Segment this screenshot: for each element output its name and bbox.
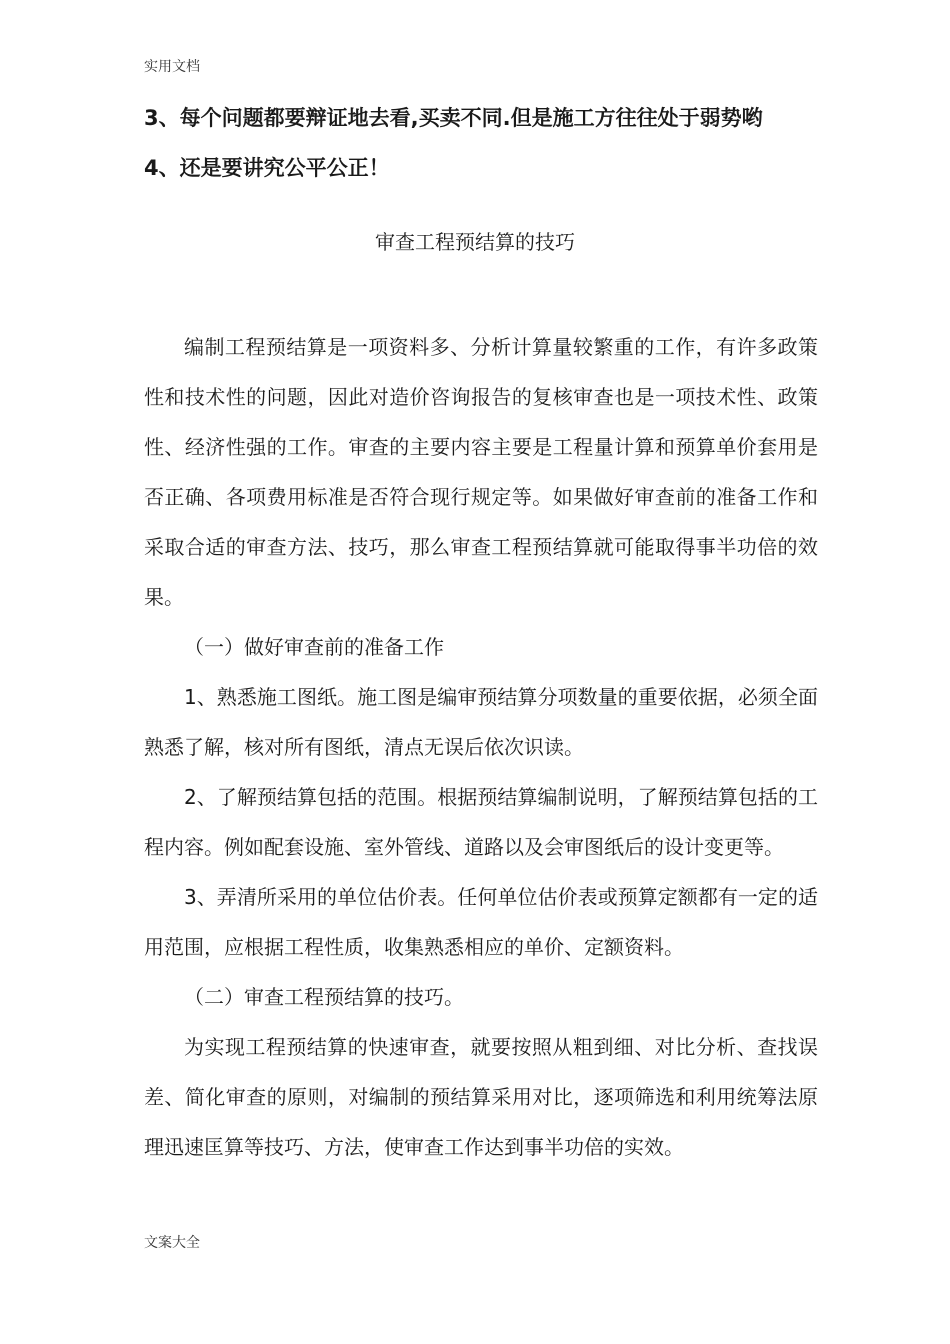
intro-line-4: 4、还是要讲究公平公正！	[144, 156, 390, 180]
section-heading-techniques: （二）审查工程预结算的技巧。	[184, 985, 464, 1009]
intro-line-3: 3、每个问题都要辩证地去看,买卖不同.但是施工方往往处于弱势哟	[144, 106, 763, 130]
page-footer-label: 文案大全	[144, 1235, 200, 1251]
document-body	[144, 322, 818, 1172]
paragraph-item-3: 3、弄清所采用的单位估价表。任何单位估价表或预算定额都有一定的适用范围，应根据工程性质，收集熟悉相应的单价、定额资料。	[144, 885, 818, 959]
paragraph-item-2: 2、了解预结算包括的范围。根据预结算编制说明，了解预结算包括的工程内容。例如配套设施、室外管线、道路以及会审图纸后的设计变更等。	[144, 785, 818, 859]
paragraph-techniques: 为实现工程预结算的快速审查，就要按照从粗到细、对比分析、查找误差、简化审查的原则，对编制的预结算采用对比，逐项筛选和利用统筹法原理迅速匡算等技巧、方法，使审查工作达到事半功倍的实效。	[144, 1035, 818, 1159]
page-header-label: 实用文档	[144, 59, 200, 75]
document-title: 审查工程预结算的技巧	[375, 230, 575, 254]
paragraph-item-1: 1、熟悉施工图纸。施工图是编审预结算分项数量的重要依据，必须全面熟悉了解，核对所有图纸，清点无误后依次识读。	[144, 685, 818, 759]
paragraph-intro: 编制工程预结算是一项资料多、分析计算量较繁重的工作，有许多政策性和技术性的问题，因此对造价咨询报告的复核审查也是一项技术性、政策性、经济性强的工作。审查的主要内容主要是工程量计算和预算单价套用是否正确、各项费用标准是否符合现行规定等。如果做好审查前的准备工作和采取合适的审查方法、技巧，那么审查工程预结算就可能取得事半功倍的效果。	[144, 335, 818, 609]
section-heading-preparation: （一）做好审查前的准备工作	[184, 635, 444, 659]
